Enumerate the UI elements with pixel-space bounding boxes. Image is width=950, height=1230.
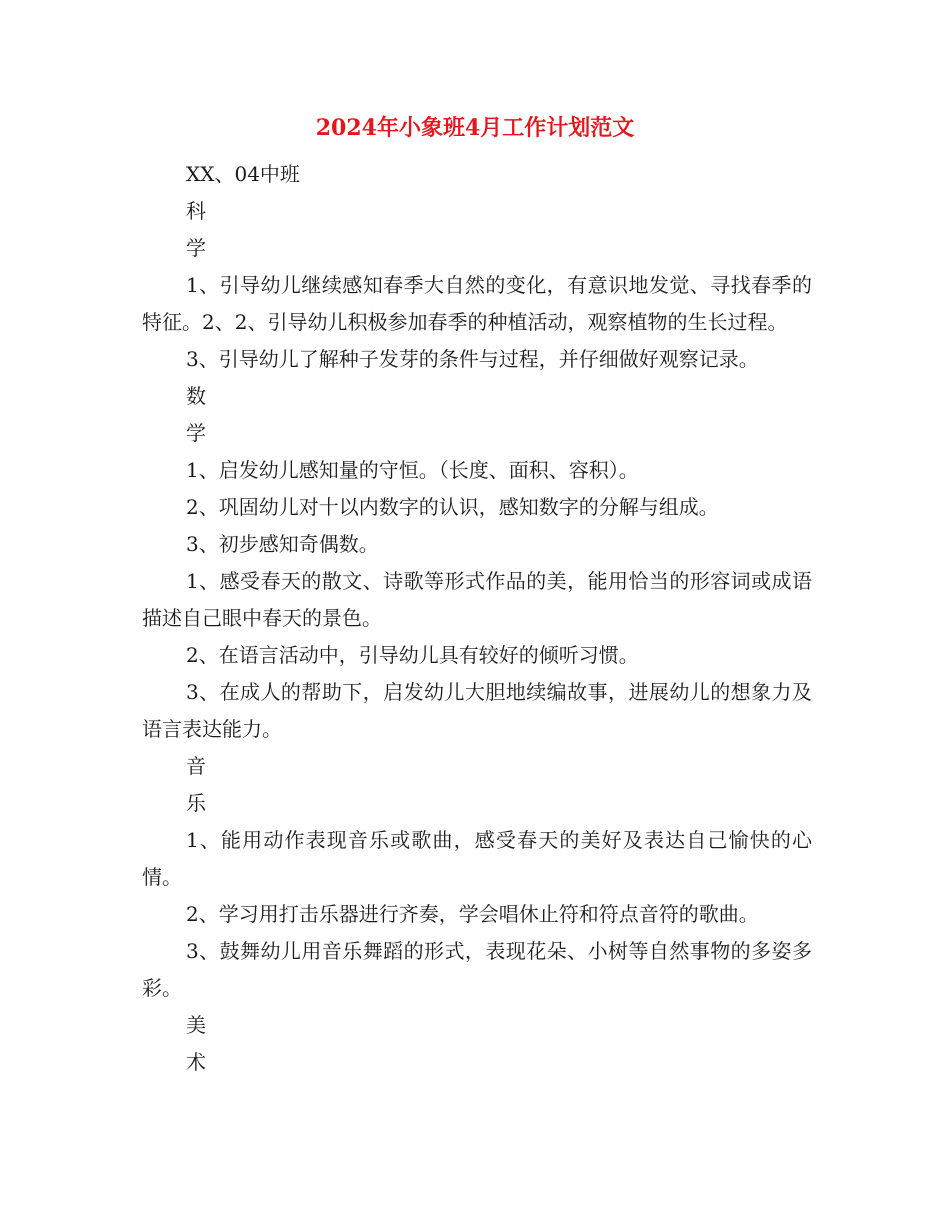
section-heading-music-2: 乐: [186, 791, 206, 815]
document-body: [142, 156, 812, 1081]
paragraph-science-3: 3、引导幼儿了解种子发芽的条件与过程，并仔细做好观察记录。: [186, 347, 759, 371]
paragraph-math-3: 3、初步感知奇偶数。: [186, 532, 379, 556]
document-title: 2024年小象班4月工作计划范文: [315, 115, 635, 141]
paragraph-date-class: XX、04中班: [186, 162, 300, 186]
paragraph-music-3: 3、鼓舞幼儿用音乐舞蹈的形式，表现花朵、小树等自然事物的多姿多彩。: [142, 939, 812, 1000]
paragraph-music-2: 2、学习用打击乐器进行齐奏，学会唱休止符和符点音符的歌曲。: [186, 902, 759, 926]
section-heading-music-1: 音: [186, 754, 206, 778]
paragraph-math-1: 1、启发幼儿感知量的守恒。（长度、面积、容积）。: [186, 458, 639, 482]
paragraph-science-1: 1、引导幼儿继续感知春季大自然的变化，有意识地发觉、寻找春季的特征。2、2、引导幼儿积极参加春季的种植活动，观察植物的生长过程。: [142, 273, 812, 334]
paragraph-language-2: 2、在语言活动中，引导幼儿具有较好的倾听习惯。: [186, 643, 639, 667]
section-heading-math-1: 数: [186, 384, 206, 408]
section-heading-math-2: 学: [186, 421, 206, 445]
paragraph-music-1: 1、能用动作表现音乐或歌曲，感受春天的美好及表达自己愉快的心情。: [142, 828, 812, 889]
section-heading-art-1: 美: [186, 1013, 206, 1037]
paragraph-language-1: 1、感受春天的散文、诗歌等形式作品的美，能用恰当的形容词或成语描述自己眼中春天的景色。: [142, 569, 812, 630]
section-heading-science-2: 学: [186, 236, 206, 260]
paragraph-language-3: 3、在成人的帮助下，启发幼儿大胆地续编故事，进展幼儿的想象力及语言表达能力。: [142, 680, 812, 741]
paragraph-math-2: 2、巩固幼儿对十以内数字的认识，感知数字的分解与组成。: [186, 495, 719, 519]
section-heading-art-2: 术: [186, 1050, 206, 1074]
section-heading-science-1: 科: [186, 199, 206, 223]
